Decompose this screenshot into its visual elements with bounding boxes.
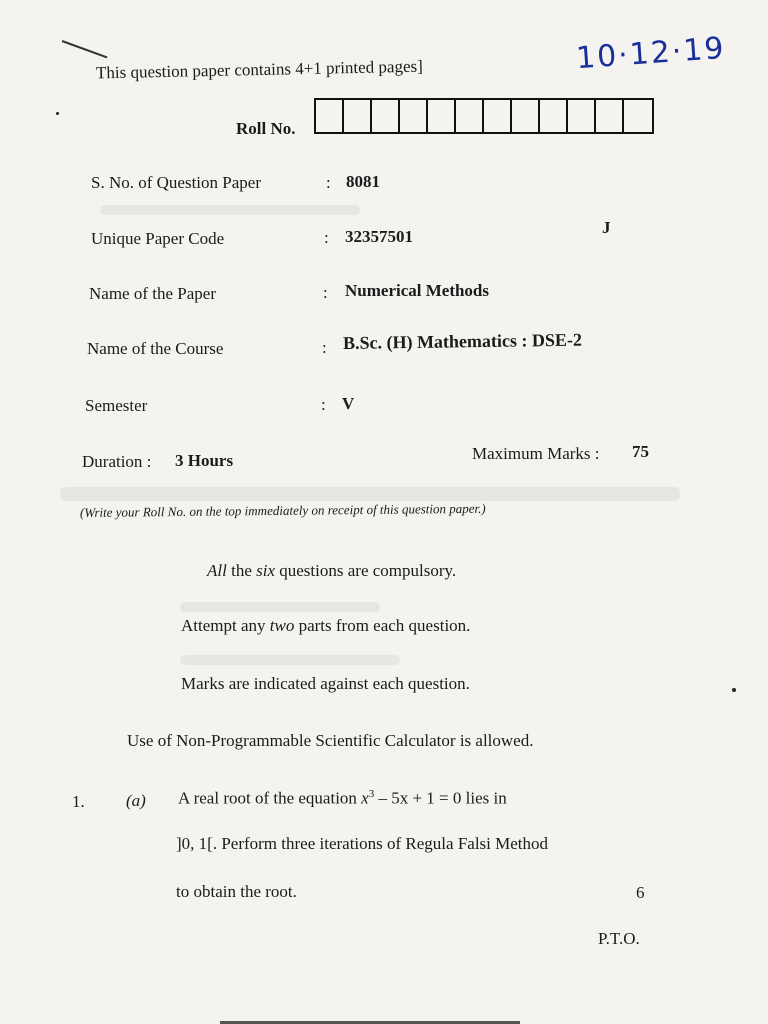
set-letter: J [602,218,611,237]
roll-digit-box[interactable] [456,100,484,132]
instruction-two-word: two [269,616,295,635]
instruction-compulsory-rest: questions are compulsory. [279,561,457,580]
semester-separator: : [321,395,326,414]
equation-rest: – 5x + 1 = 0 lies in [374,788,507,808]
handwritten-date: 10·12·19 [574,30,727,77]
roll-digit-box[interactable] [540,100,568,132]
question-line-1-text: A real root of the equation [178,788,357,808]
roll-digit-box[interactable] [568,100,596,132]
question-number: 1. [72,792,85,811]
paper-name-value: Numerical Methods [345,281,490,300]
stray-dot [56,112,59,115]
roll-digit-box[interactable] [344,100,372,132]
instruction-attempt-rest: parts from each question. [298,616,471,635]
roll-instruction: (Write your Roll No. on the top immediately on receipt of this question paper.) [79,500,486,520]
roll-digit-box[interactable] [512,100,540,132]
upc-value: 32357501 [345,227,413,246]
roll-digit-box[interactable] [624,100,652,132]
stray-dot [732,688,736,692]
instruction-attempt-text: Attempt any [181,616,266,635]
scan-smudge [60,487,680,501]
sno-label: S. No. of Question Paper [91,173,261,192]
semester-label: Semester [85,396,148,415]
question-line-1 [178,788,507,809]
question-marks: 6 [636,883,645,902]
max-marks-label: Maximum Marks : [472,444,600,463]
sno-value: 8081 [346,172,380,191]
roll-digit-box[interactable] [316,100,344,132]
semester-value: V [342,394,355,413]
instruction-all-word: All [207,561,227,580]
pages-note: This question paper contains 4+1 printed pages] [95,56,423,83]
roll-digit-box[interactable] [400,100,428,132]
instruction-calculator: Use of Non-Programmable Scientific Calculator is allowed. [127,731,534,750]
roll-digit-box[interactable] [596,100,624,132]
sno-separator: : [326,173,331,192]
paper-name-separator: : [323,283,328,302]
scan-smudge [180,602,380,612]
course-name-separator: : [322,338,327,357]
scan-smudge [100,205,360,215]
equation-exponent: 3 [368,788,375,800]
equation-variable: x [361,788,369,808]
roll-digit-box[interactable] [484,100,512,132]
pto-label: P.T.O. [598,929,640,948]
roll-no-label: Roll No. [236,119,296,138]
question-line-2: ]0, 1[. Perform three iterations of Regula Falsi Method [176,834,549,853]
instruction-compulsory [207,561,456,581]
paper-name-label: Name of the Paper [89,284,216,303]
course-name-label: Name of the Course [87,339,224,358]
course-name-value: B.Sc. (H) Mathematics : DSE-2 [342,329,583,353]
question-part-label: (a) [126,791,146,810]
scan-smudge [180,655,400,665]
roll-digit-box[interactable] [372,100,400,132]
roll-digit-box[interactable] [428,100,456,132]
upc-separator: : [324,228,329,247]
instruction-marks: Marks are indicated against each question. [181,674,470,693]
upc-label: Unique Paper Code [91,229,225,248]
question-line-3: to obtain the root. [176,882,297,901]
instruction-six-word: six [256,561,276,580]
duration-label: Duration : [82,452,152,471]
pencil-mark [62,40,108,58]
duration-value: 3 Hours [175,451,234,470]
instruction-attempt [181,616,470,636]
max-marks-value: 75 [632,442,649,461]
instruction-the-word: the [231,561,252,580]
roll-no-boxes[interactable] [314,98,654,134]
